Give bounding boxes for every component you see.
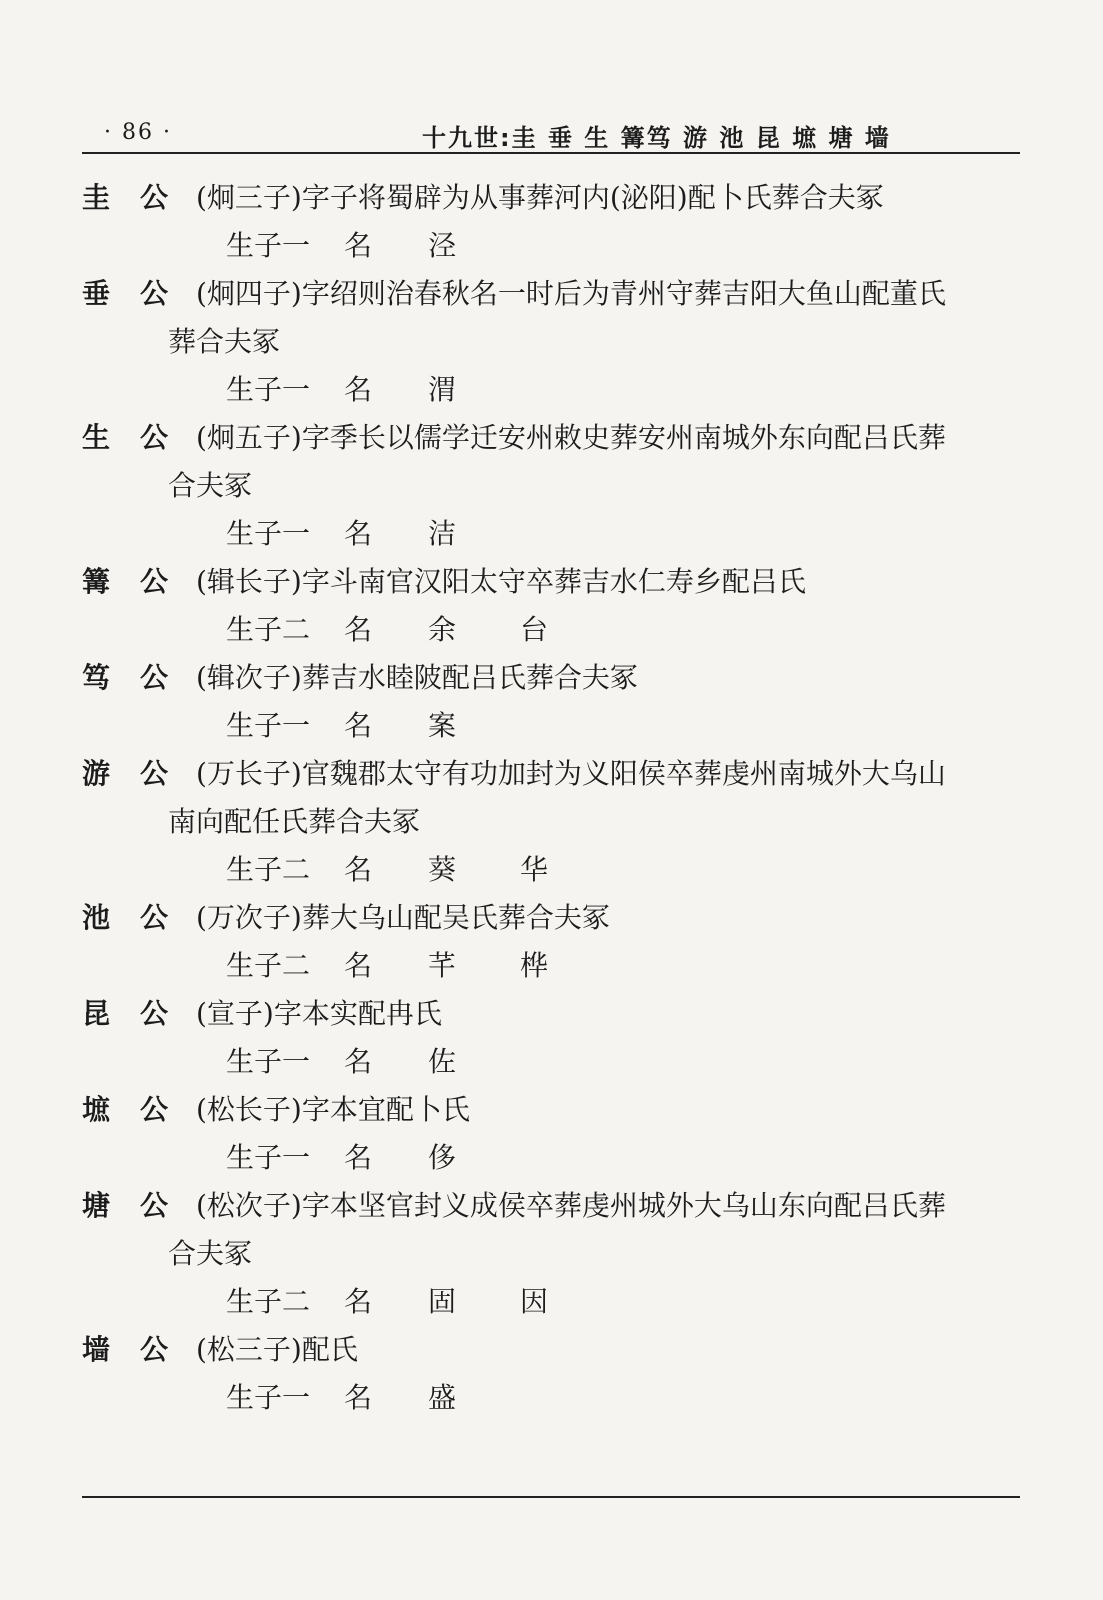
- child-name: 因: [520, 1285, 549, 1318]
- entry-honorific: 公: [140, 901, 169, 934]
- children-count: 生子二: [226, 1285, 311, 1318]
- children-line: [82, 1374, 1022, 1422]
- genealogy-entry: [82, 990, 1022, 1086]
- entry-honorific: 公: [140, 1189, 169, 1222]
- entry-main-line: [82, 414, 1022, 462]
- entry-honorific: 公: [140, 181, 169, 214]
- child-name: 固: [428, 1285, 457, 1318]
- entry-honorific: 公: [140, 565, 169, 598]
- entry-name: 游: [82, 757, 111, 790]
- children-line: [82, 606, 1022, 654]
- entry-continuation: 南向配任氏葬合夫冢: [168, 805, 421, 838]
- genealogy-entry: [82, 270, 1022, 414]
- entry-main-line: [82, 990, 1022, 1038]
- entry-honorific: 公: [140, 277, 169, 310]
- genealogy-entry: [82, 894, 1022, 990]
- name-label: 名: [344, 229, 373, 262]
- child-name: 台: [520, 613, 549, 646]
- children-line: [82, 1134, 1022, 1182]
- children-line: [82, 366, 1022, 414]
- entry-name: 塘: [82, 1189, 111, 1222]
- entry-name: 垂: [82, 277, 111, 310]
- name-label: 名: [344, 373, 373, 406]
- entry-continuation: 合夫冢: [168, 1237, 253, 1270]
- child-name: 案: [428, 709, 457, 742]
- entry-name: 篝: [82, 565, 111, 598]
- entry-text: (松次子)字本坚官封义成侯卒葬虔州城外大乌山东向配吕氏葬: [196, 1189, 946, 1222]
- entry-main-line: [82, 654, 1022, 702]
- entry-name: 池: [82, 901, 111, 934]
- entry-main-line: [82, 174, 1022, 222]
- child-name: 芊: [428, 949, 457, 982]
- entry-continuation: 葬合夫冢: [168, 325, 281, 358]
- child-name: 葵: [428, 853, 457, 886]
- entry-name: 墌: [82, 1093, 111, 1126]
- child-name: 华: [520, 853, 549, 886]
- name-label: 名: [344, 517, 373, 550]
- name-label: 名: [344, 1141, 373, 1174]
- name-label: 名: [344, 853, 373, 886]
- children-count: 生子二: [226, 613, 311, 646]
- entry-honorific: 公: [140, 1093, 169, 1126]
- entry-text: (炯四子)字绍则治春秋名一时后为青州守葬吉阳大鱼山配董氏: [196, 277, 946, 310]
- children-count: 生子一: [226, 709, 311, 742]
- entry-main-line: [82, 1326, 1022, 1374]
- children-count: 生子二: [226, 853, 311, 886]
- entry-text: (辑长子)字斗南官汉阳太守卒葬吉水仁寿乡配吕氏: [196, 565, 806, 598]
- entry-honorific: 公: [140, 757, 169, 790]
- entry-text: (炯五子)字季长以儒学迁安州敕史葬安州南城外东向配吕氏葬: [196, 421, 946, 454]
- entry-honorific: 公: [140, 421, 169, 454]
- entry-main-line: [82, 1086, 1022, 1134]
- child-name: 盛: [428, 1381, 457, 1414]
- page-number: · 86 ·: [104, 120, 172, 145]
- child-name: 余: [428, 613, 457, 646]
- entry-name: 笃: [82, 661, 111, 694]
- entry-text: (炯三子)字子将蜀辟为从事葬河内(泌阳)配卜氏葬合夫冢: [196, 181, 884, 214]
- child-name: 泾: [428, 229, 457, 262]
- name-label: 名: [344, 1381, 373, 1414]
- entry-text: (松三子)配氏: [196, 1333, 358, 1366]
- children-line: [82, 510, 1022, 558]
- header-rule: [82, 152, 1020, 154]
- name-label: 名: [344, 1285, 373, 1318]
- children-count: 生子一: [226, 1141, 311, 1174]
- children-count: 生子一: [226, 517, 311, 550]
- genealogy-entries: [82, 174, 1022, 1422]
- genealogy-entry: [82, 1182, 1022, 1326]
- children-line: [82, 846, 1022, 894]
- entry-honorific: 公: [140, 997, 169, 1030]
- entry-honorific: 公: [140, 1333, 169, 1366]
- entry-main-line: [82, 558, 1022, 606]
- genealogy-entry: [82, 750, 1022, 894]
- child-name: 侈: [428, 1141, 457, 1174]
- genealogy-entry: [82, 174, 1022, 270]
- entry-text: (万次子)葬大乌山配吴氏葬合夫冢: [196, 901, 610, 934]
- entry-main-line: [82, 894, 1022, 942]
- children-line: [82, 222, 1022, 270]
- children-count: 生子一: [226, 229, 311, 262]
- child-name: 洁: [428, 517, 457, 550]
- children-count: 生子一: [226, 373, 311, 406]
- entry-text: (万长子)官魏郡太守有功加封为义阳侯卒葬虔州南城外大乌山: [196, 757, 946, 790]
- genealogy-entry: [82, 654, 1022, 750]
- name-label: 名: [344, 613, 373, 646]
- children-line: [82, 942, 1022, 990]
- children-count: 生子一: [226, 1045, 311, 1078]
- entry-honorific: 公: [140, 661, 169, 694]
- name-label: 名: [344, 709, 373, 742]
- child-name: 渭: [428, 373, 457, 406]
- children-count: 生子一: [226, 1381, 311, 1414]
- entry-text: (宣子)字本实配冉氏: [196, 997, 442, 1030]
- entry-name: 昆: [82, 997, 111, 1030]
- footer-rule: [82, 1496, 1020, 1498]
- genealogy-entry: [82, 1326, 1022, 1422]
- running-title: 十九世:圭 垂 生 篝笃 游 池 昆 墌 塘 墙: [422, 124, 891, 152]
- entry-continuation: 合夫冢: [168, 469, 253, 502]
- page-header: [82, 118, 1020, 154]
- entry-name: 墙: [82, 1333, 111, 1366]
- genealogy-entry: [82, 1086, 1022, 1182]
- entry-main-line: [82, 1182, 1022, 1230]
- genealogy-entry: [82, 414, 1022, 558]
- children-line: [82, 1038, 1022, 1086]
- genealogy-entry: [82, 558, 1022, 654]
- children-line: [82, 702, 1022, 750]
- children-count: 生子二: [226, 949, 311, 982]
- name-label: 名: [344, 1045, 373, 1078]
- child-name: 佐: [428, 1045, 457, 1078]
- entry-name: 圭: [82, 181, 111, 214]
- name-label: 名: [344, 949, 373, 982]
- entry-main-line: [82, 270, 1022, 318]
- entry-text: (松长子)字本宜配卜氏: [196, 1093, 470, 1126]
- children-line: [82, 1278, 1022, 1326]
- entry-name: 生: [82, 421, 111, 454]
- entry-main-line: [82, 750, 1022, 798]
- child-name: 桦: [520, 949, 549, 982]
- entry-text: (辑次子)葬吉水睦陂配吕氏葬合夫冢: [196, 661, 638, 694]
